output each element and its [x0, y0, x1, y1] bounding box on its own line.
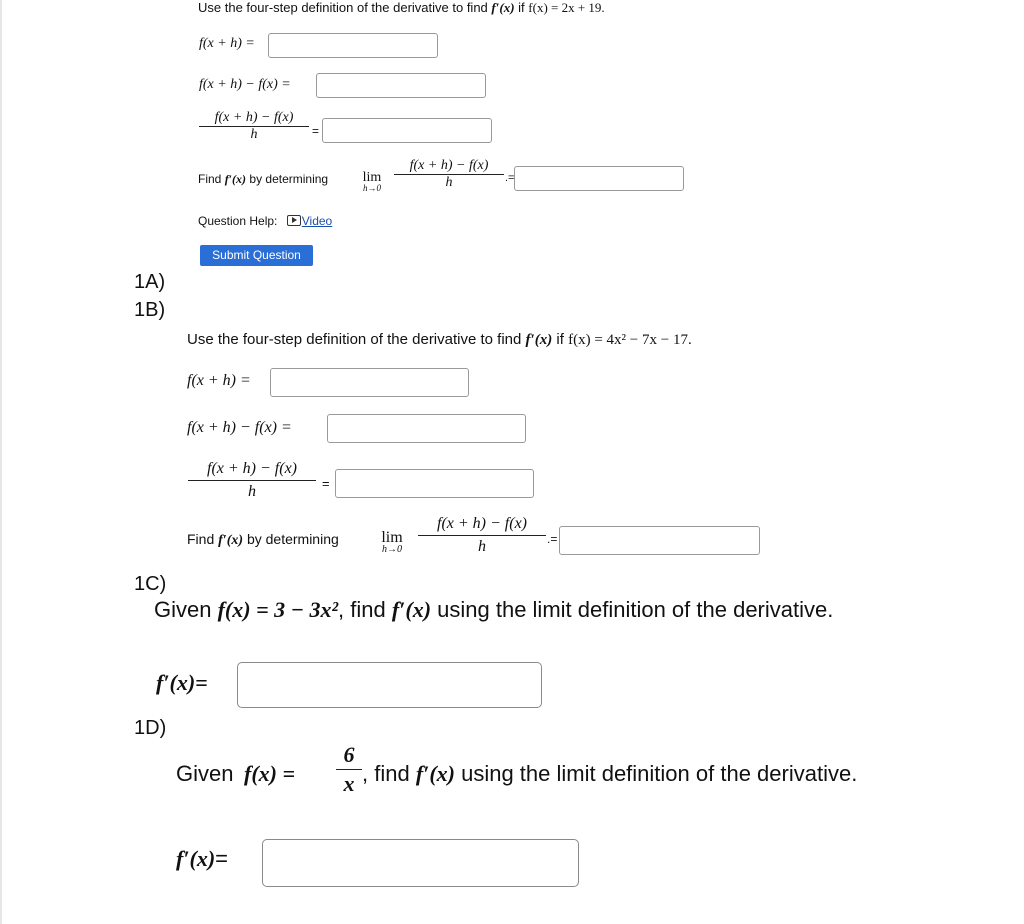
q2-step4-fraction — [418, 515, 546, 556]
q2-step3-input[interactable] — [335, 469, 534, 498]
q1-lim-word: lim — [362, 170, 382, 185]
q1-step4-label — [198, 172, 328, 187]
q1-step3-numerator: f(x + h) − f(x) — [214, 110, 294, 125]
q2-step4-fprime: f′(x) — [218, 533, 244, 548]
q2-step4-label — [187, 531, 339, 549]
q2-lim-subscript: h→0 — [382, 544, 402, 555]
q1-help — [198, 214, 332, 228]
q4-fraction — [336, 742, 362, 797]
q2-step4-numerator: f(x + h) − f(x) — [437, 515, 527, 532]
q2-step4-find: Find — [187, 531, 219, 547]
q1-step3-equals: = — [312, 124, 320, 138]
q2-prompt-fprime: f′(x) — [525, 332, 553, 348]
video-link[interactable] — [287, 214, 332, 228]
q1-step2-input[interactable] — [316, 73, 486, 98]
q1-step4-equals: .= — [505, 172, 515, 184]
q2-step4-limit — [376, 529, 408, 555]
q4-numerator: 6 — [343, 742, 355, 767]
q4-answer-equals: = — [215, 846, 229, 871]
q3-prompt-fdef: f(x) = 3 − 3x² — [217, 597, 339, 622]
q2-prompt-fdef: f(x) = 4x² − 7x − 17. — [568, 332, 692, 348]
q2-step2-label: f(x + h) − f(x) = — [187, 419, 292, 436]
q2-step3-fraction-bar — [188, 480, 316, 481]
q4-denominator: x — [343, 771, 355, 796]
label-1a: 1A) — [134, 271, 166, 293]
label-1b: 1B) — [134, 299, 166, 321]
q1-step3-denominator: h — [250, 127, 258, 142]
q1-step4-denominator: h — [445, 175, 453, 190]
q2-step4-equals: .= — [547, 532, 558, 546]
q4-fraction-bar — [336, 769, 362, 770]
q4-prompt-post: using the limit definition of the derivative. — [454, 761, 858, 786]
q1-step4-fraction — [394, 158, 504, 191]
q1-step1-label: f(x + h) = — [199, 36, 255, 51]
q2-prompt-if: if — [552, 331, 569, 348]
q1-prompt-fprime: f′(x) — [491, 0, 515, 15]
q1-step4-input[interactable] — [514, 166, 684, 191]
q1-step4-limit — [358, 170, 386, 193]
q2-prompt — [187, 331, 692, 349]
q3-prompt-given: Given — [154, 597, 218, 622]
q3-answer-input[interactable] — [237, 662, 542, 708]
q3-prompt-rest: using the limit definition of the derivative. — [431, 597, 834, 622]
q2-step3-numerator: f(x + h) − f(x) — [207, 460, 297, 477]
q1-prompt — [198, 0, 605, 16]
q1-step3-fraction — [199, 110, 309, 143]
q2-step4-denominator: h — [478, 538, 486, 555]
q3-prompt-fprime: f′(x) — [391, 597, 432, 622]
q2-lim-word: lim — [381, 529, 403, 546]
q4-answer-input[interactable] — [262, 839, 579, 887]
q2-step3-fraction — [188, 460, 316, 501]
q1-step4-find: Find — [198, 172, 225, 186]
q1-step2-label: f(x + h) − f(x) = — [199, 77, 291, 92]
q1-step4-fprime: f′(x) — [224, 172, 247, 186]
q4-prompt-find: , find — [362, 761, 416, 786]
q3-prompt-find: , find — [338, 597, 392, 622]
q1-step4-numerator: f(x + h) − f(x) — [409, 158, 489, 173]
q1-step3-input[interactable] — [322, 118, 492, 143]
q2-step2-input[interactable] — [327, 414, 526, 443]
q2-step4-fraction-bar — [418, 535, 546, 536]
q1-prompt-if: if — [514, 0, 529, 15]
label-1d: 1D) — [134, 717, 167, 739]
q1-lim-subscript: h→0 — [363, 183, 381, 193]
q1-step4-determining: by determining — [246, 172, 329, 186]
q2-step1-label: f(x + h) = — [187, 372, 251, 389]
q2-step1-input[interactable] — [270, 368, 469, 397]
video-link-text: Video — [301, 214, 333, 228]
q2-step3-equals: = — [322, 476, 330, 491]
q1-help-label: Question Help: — [198, 214, 278, 228]
q4-answer-fprime: f′(x) — [176, 846, 216, 871]
submit-question-button[interactable]: Submit Question — [200, 245, 313, 266]
q2-step4-input[interactable] — [559, 526, 760, 555]
q4-prompt-given: Given — [176, 761, 234, 786]
label-1c: 1C) — [134, 573, 167, 595]
page-left-border — [0, 0, 2, 924]
q4-prompt-fprime: f′(x) — [415, 761, 455, 786]
q2-step4-determining: by determining — [243, 531, 339, 547]
q1-prompt-text: Use the four-step definition of the derivative to find — [198, 0, 492, 15]
q4-prompt-flhs: f(x) = — [244, 761, 296, 786]
q3-answer-label: f′(x)= — [156, 670, 208, 695]
q3-prompt — [154, 597, 833, 623]
q4-answer-label — [176, 846, 228, 872]
q1-prompt-fdef: f(x) = 2x + 19. — [528, 0, 605, 15]
q4-prompt-rest — [362, 761, 857, 787]
q2-step3-denominator: h — [248, 483, 256, 500]
q1-step1-input[interactable] — [268, 33, 438, 58]
video-play-icon — [287, 215, 301, 226]
q2-prompt-text: Use the four-step definition of the derivative to find — [187, 331, 526, 348]
